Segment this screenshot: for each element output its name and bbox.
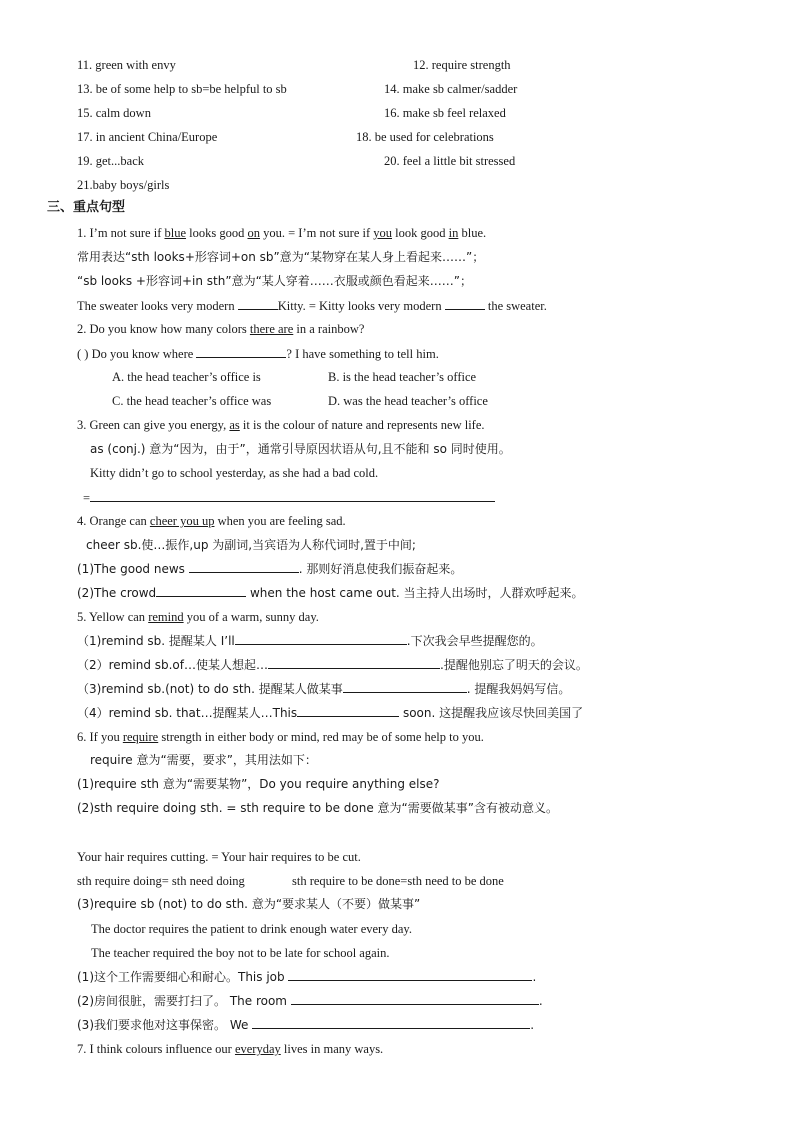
note-1a: 常用表达“sth looks+形容词+on sb”意为“某物穿在某人身上看起来……”； — [77, 250, 485, 264]
text: 7. I think colours influence our — [77, 1042, 235, 1056]
exercise-4-2 — [77, 584, 584, 601]
answer-blank[interactable] — [189, 560, 299, 573]
text: (1)这个工作需要细心和耐心。This job — [77, 970, 289, 984]
text: look good — [392, 226, 449, 240]
example-6-2a: sth require doing= sth need doing — [77, 874, 245, 888]
text: ? I have something to tell him. — [286, 347, 439, 361]
answer-blank[interactable] — [291, 992, 539, 1005]
remind-usage-1 — [77, 632, 543, 649]
example-6-1: Your hair requires cutting. = Your hair requires to be cut. — [77, 850, 361, 864]
option-c: C. the head teacher’s office was — [112, 394, 272, 408]
exercise-1 — [77, 297, 547, 314]
sentence-6 — [77, 729, 484, 745]
text: when you are feeling sad. — [214, 514, 346, 528]
phrase-11: 11. green with envy — [77, 58, 176, 72]
phrase-14: 14. make sb calmer/sadder — [384, 82, 518, 96]
answer-blank[interactable] — [90, 489, 495, 502]
note-6: require 意为“需要，要求”，其用法如下： — [90, 753, 317, 767]
phrase-16: 16. make sb feel relaxed — [384, 106, 506, 120]
phrase-13: 13. be of some help to sb=be helpful to sb — [77, 82, 287, 96]
text: blue. — [458, 226, 487, 240]
text: . 那则好消息使我们振奋起来。 — [298, 562, 463, 576]
text: you of a warm, sunny day. — [183, 610, 319, 624]
phrase-18: 18. be used for celebrations — [356, 130, 494, 144]
sentence-5 — [77, 609, 319, 625]
text: 5. Yellow can — [77, 610, 149, 624]
text: looks good — [186, 226, 248, 240]
sentence-7 — [77, 1041, 383, 1057]
usage-6-1: (1)require sth 意为“需要某物”，Do you require anything else? — [77, 777, 440, 791]
text: Kitty. = Kitty looks very modern — [277, 299, 445, 313]
phrase-19: 19. get...back — [77, 154, 144, 168]
text: 4. Orange can — [77, 514, 150, 528]
underlined-word: require — [122, 730, 159, 744]
text: . 提醒我妈妈写信。 — [466, 682, 571, 696]
text: lives in many ways. — [280, 1042, 384, 1056]
phrase-17: 17. in ancient China/Europe — [77, 130, 218, 144]
remind-usage-3 — [77, 680, 570, 697]
underlined-word: you — [373, 226, 393, 240]
text: .提醒他别忘了明天的会议。 — [440, 658, 588, 672]
text: . — [538, 994, 543, 1008]
text: 6. If you — [77, 730, 123, 744]
example-3: Kitty didn’t go to school yesterday, as she had a bad cold. — [90, 466, 379, 480]
example-6-4: The teacher required the boy not to be late for school again. — [91, 946, 390, 960]
phrase-21: 21.baby boys/girls — [77, 178, 170, 192]
usage-6-3: (3)require sb (not) to do sth. 意为“要求某人（不要）做某事” — [77, 897, 421, 911]
answer-blank[interactable] — [196, 345, 286, 358]
text: in a rainbow? — [293, 322, 365, 336]
text: = — [83, 491, 91, 505]
text: . — [532, 970, 537, 984]
answer-blank[interactable] — [288, 968, 532, 981]
answer-blank[interactable] — [445, 297, 485, 310]
sentence-3 — [77, 417, 485, 433]
answer-blank[interactable] — [297, 704, 399, 717]
rewrite-3 — [83, 489, 495, 506]
text: （2）remind sb.of…使某人想起… — [77, 658, 268, 672]
text: the sweater. — [484, 299, 547, 313]
answer-blank[interactable] — [238, 297, 278, 310]
underlined-word: everyday — [234, 1042, 281, 1056]
option-b: B. is the head teacher’s office — [328, 370, 477, 384]
translation-6-1 — [77, 968, 536, 985]
example-6-3: The doctor requires the patient to drink enough water every day. — [91, 922, 412, 936]
underlined-word: in — [448, 226, 459, 240]
usage-6-2: (2)sth require doing sth. = sth require to be done 意为“需要做某事”含有被动意义。 — [77, 801, 558, 815]
underlined-word: blue — [164, 226, 187, 240]
answer-blank[interactable] — [156, 584, 246, 597]
underlined-word: cheer you up — [149, 514, 215, 528]
text: The sweater looks very modern — [77, 299, 238, 313]
answer-blank[interactable] — [268, 656, 440, 669]
phrase-20: 20. feel a little bit stressed — [384, 154, 516, 168]
exercise-4-1 — [77, 560, 462, 577]
note-1b: “sb looks +形容词+in sth”意为“某人穿着……衣服或颜色看起来……”； — [77, 274, 473, 288]
underlined-word: remind — [148, 610, 184, 624]
text: it is the colour of nature and represents new life. — [239, 418, 485, 432]
text: ( ) Do you know where — [77, 347, 197, 361]
text: （4）remind sb. that…提醒某人…This — [77, 706, 298, 720]
underlined-word: as — [229, 418, 240, 432]
sentence-4 — [77, 513, 346, 529]
section-title: 三、重点句型 — [47, 200, 126, 215]
text: .下次我会早些提醒您的。 — [406, 634, 543, 648]
text: 2. Do you know how many colors — [77, 322, 250, 336]
text: （3)remind sb.(not) to do sth. 提醒某人做某事 — [77, 682, 343, 696]
sentence-1 — [77, 225, 486, 241]
answer-blank[interactable] — [252, 1016, 530, 1029]
text: (2)房间很脏，需要打扫了。 The room — [77, 994, 291, 1008]
text: . — [530, 1018, 535, 1032]
text: 3. Green can give you energy, — [77, 418, 230, 432]
text: you. = I’m not sure if — [259, 226, 374, 240]
phrase-12: 12. require strength — [413, 58, 511, 72]
note-4: cheer sb.使…振作,up 为副词,当宾语为人称代词时,置于中间; — [86, 538, 416, 552]
translation-6-3 — [77, 1016, 534, 1033]
option-a: A. the head teacher’s office is — [112, 370, 261, 384]
text: 1. I’m not sure if — [77, 226, 165, 240]
text: when the host came out. 当主持人出场时，人群欢呼起来。 — [246, 586, 584, 600]
phrase-15: 15. calm down — [77, 106, 151, 120]
underlined-word: there are — [249, 322, 294, 336]
answer-blank[interactable] — [343, 680, 467, 693]
text: soon. 这提醒我应该尽快回美国了 — [399, 706, 584, 720]
translation-6-2 — [77, 992, 543, 1009]
note-3: as (conj.) 意为“因为，由于”，通常引导原因状语从句,且不能和 so 同时使用。 — [90, 442, 511, 456]
example-6-2b: sth require to be done=sth need to be done — [292, 874, 504, 888]
text: (3)我们要求他对这事保密。 We — [77, 1018, 253, 1032]
remind-usage-2 — [77, 656, 588, 673]
underlined-word: on — [247, 226, 260, 240]
question-2 — [77, 345, 439, 362]
remind-usage-4 — [77, 704, 583, 721]
text: strength in either body or mind, red may be of some help to you. — [158, 730, 484, 744]
text: (2)The crowd — [77, 586, 157, 600]
text: (1)The good news — [77, 562, 189, 576]
answer-blank[interactable] — [235, 632, 407, 645]
option-d: D. was the head teacher’s office — [328, 394, 488, 408]
text: （1)remind sb. 提醒某人 I’ll — [77, 634, 235, 648]
sentence-2 — [77, 321, 364, 337]
